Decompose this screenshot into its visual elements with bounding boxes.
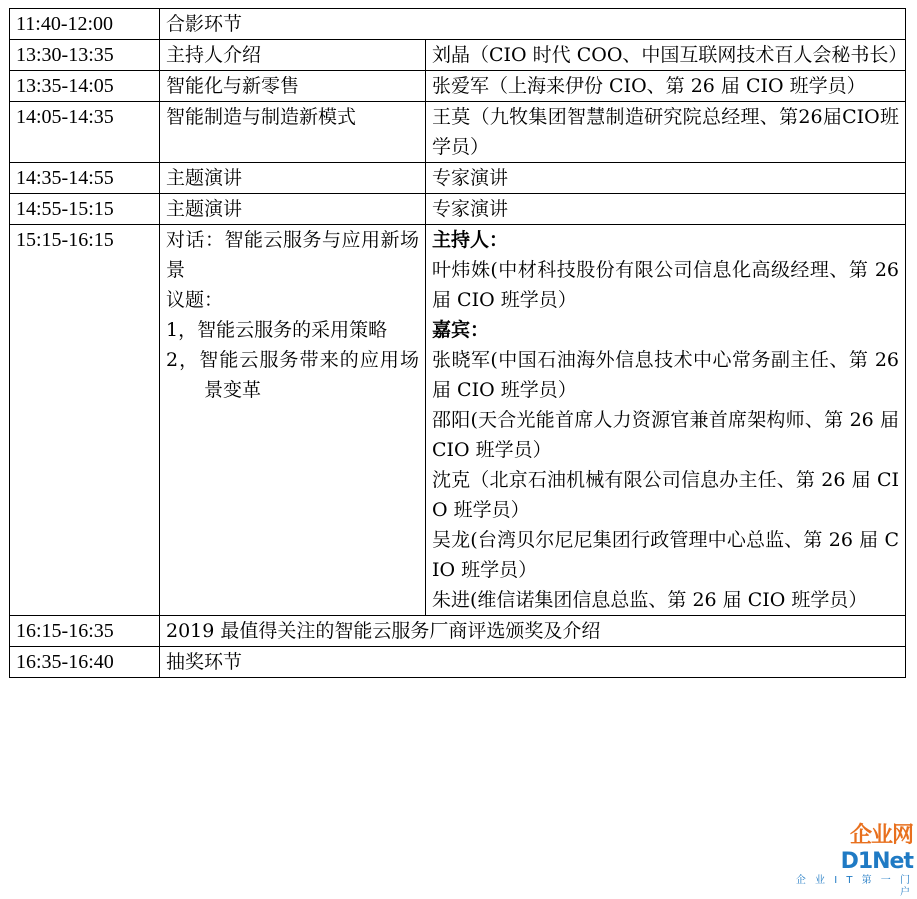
session-time: 13:35-14:05 [10,71,160,102]
table-row [10,71,906,102]
session-speaker: 张爱军（上海来伊份 CIO、第 26 届 CIO 班学员） [426,71,906,102]
session-topic: 主持人介绍 [160,40,426,71]
agenda-item: 1，智能云服务的采用策略 [166,319,388,341]
session-speaker: 王莫（九牧集团智慧制造研究院总经理、第26届CIO班学员） [426,102,906,163]
table-row [10,163,906,194]
session-topic-cell [160,225,426,616]
session-topic: 2019 最值得关注的智能云服务厂商评选颁奖及介绍 [160,616,906,647]
guest-entry: 吴龙(台湾贝尔尼尼集团行政管理中心总监、第 26 届 CIO 班学员） [432,529,900,581]
session-topic: 主题演讲 [160,194,426,225]
agenda-label: 议题： [166,289,224,311]
session-time: 13:30-13:35 [10,40,160,71]
host-name: 叶炜姝(中材科技股份有限公司信息化高级经理、第 26 届 CIO 班学员） [432,259,900,311]
watermark-brand-en: D1Net [840,849,913,874]
guest-entry: 朱进(维信诺集团信息总监、第 26 届 CIO 班学员） [432,589,868,611]
session-speaker: 专家演讲 [426,194,906,225]
watermark-logo [781,823,913,875]
table-row [10,102,906,163]
guest-entry: 邵阳(天合光能首席人力资源官兼首席架构师、第 26 届 CIO 班学员） [432,409,900,461]
session-speaker-cell [426,225,906,616]
session-topic: 智能制造与制造新模式 [160,102,426,163]
table-row [10,194,906,225]
session-time: 16:15-16:35 [10,616,160,647]
schedule-table [9,8,906,678]
agenda-item: 2，智能云服务带来的应用场景变革 [166,349,419,401]
table-row [10,40,906,71]
table-row [10,225,906,616]
session-time: 11:40-12:00 [10,9,160,40]
table-row [10,647,906,678]
session-topic: 合影环节 [160,9,906,40]
session-topic: 主题演讲 [160,163,426,194]
session-time: 15:15-16:15 [10,225,160,616]
guest-entry: 沈克（北京石油机械有限公司信息办主任、第 26 届 CIO 班学员） [432,469,900,521]
session-time: 16:35-16:40 [10,647,160,678]
host-label: 主持人： [432,229,509,251]
watermark-brand-cn: 企业网 [849,823,913,848]
table-row [10,9,906,40]
session-speaker: 刘晶（CIO 时代 COO、中国互联网技术百人会秘书长） [426,40,906,71]
guest-entry: 张晓军(中国石油海外信息技术中心常务副主任、第 26 届 CIO 班学员） [432,349,900,401]
table-row [10,616,906,647]
session-topic: 抽奖环节 [160,647,906,678]
session-topic: 智能化与新零售 [160,71,426,102]
session-speaker: 专家演讲 [426,163,906,194]
session-time: 14:35-14:55 [10,163,160,194]
watermark-tagline: 企 业 I T 第 一 门 户 [795,875,913,898]
guests-label: 嘉宾： [432,319,490,341]
d1net-watermark [781,823,913,898]
panel-title: 对话：智能云服务与应用新场景 [166,229,419,281]
session-time: 14:55-15:15 [10,194,160,225]
session-time: 14:05-14:35 [10,102,160,163]
